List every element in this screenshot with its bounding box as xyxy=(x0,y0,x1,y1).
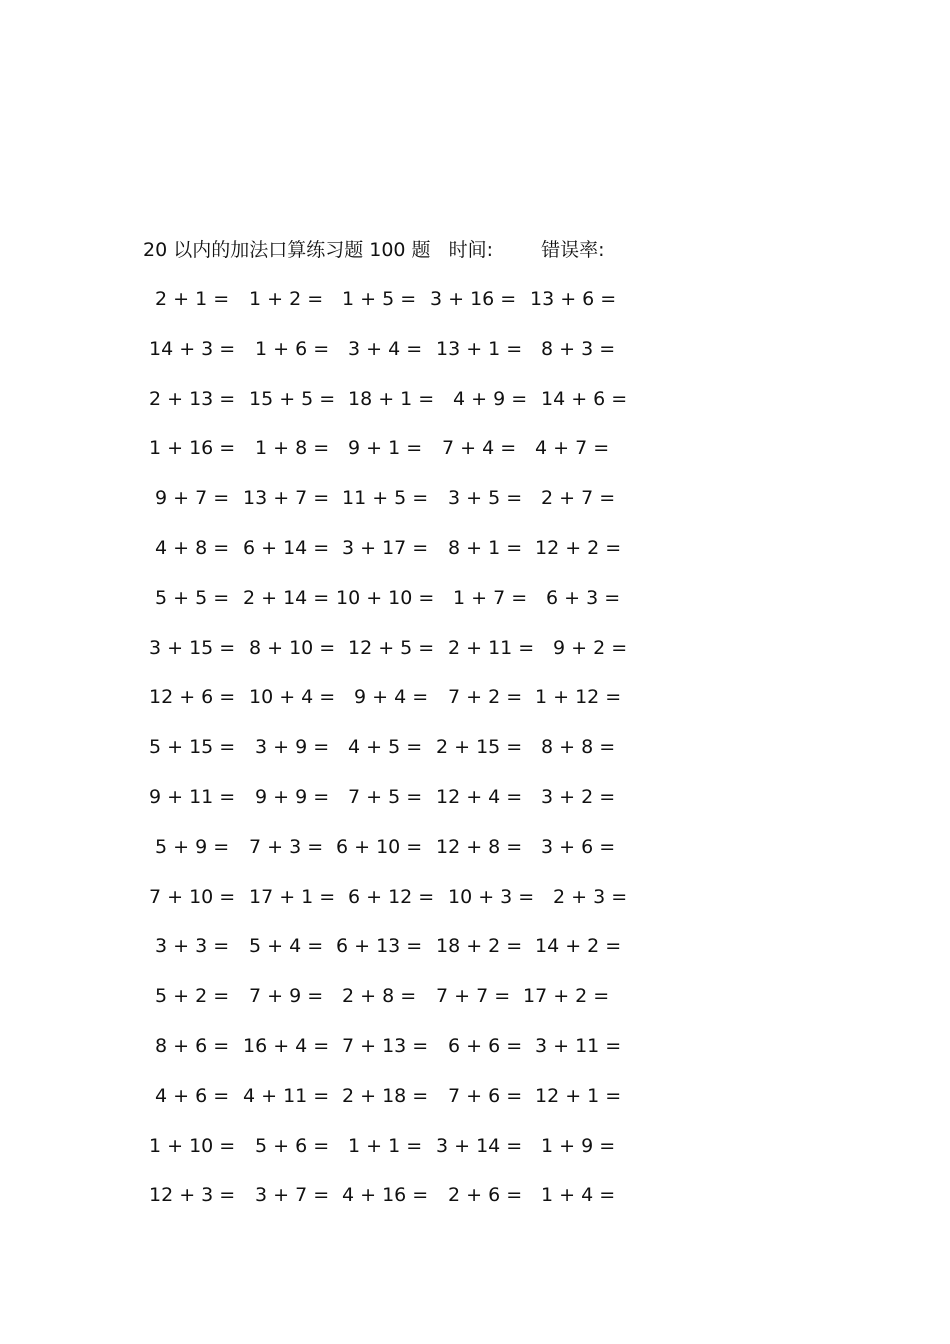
addition-problem: 5 + 4 = xyxy=(249,935,324,958)
addition-problem: 6 + 13 = xyxy=(336,935,423,958)
addition-problem: 4 + 9 = xyxy=(453,387,528,410)
addition-problem: 18 + 1 = xyxy=(348,387,435,410)
problem-row xyxy=(143,832,633,882)
addition-problem: 7 + 7 = xyxy=(436,985,511,1008)
problem-row xyxy=(143,682,633,732)
addition-problem: 3 + 11 = xyxy=(535,1034,622,1057)
addition-problem: 7 + 6 = xyxy=(448,1084,523,1107)
addition-problem: 6 + 14 = xyxy=(243,536,330,559)
addition-problem: 12 + 8 = xyxy=(436,835,523,858)
addition-problem: 14 + 2 = xyxy=(535,935,622,958)
problem-row xyxy=(143,384,633,434)
addition-problem: 3 + 2 = xyxy=(541,785,616,808)
addition-problem: 3 + 5 = xyxy=(448,487,523,510)
addition-problem: 8 + 3 = xyxy=(541,337,616,360)
addition-problem: 1 + 6 = xyxy=(255,337,330,360)
problem-row xyxy=(143,334,633,384)
problem-row xyxy=(143,981,633,1031)
addition-problem: 17 + 1 = xyxy=(249,885,336,908)
addition-problem: 7 + 4 = xyxy=(442,437,517,460)
addition-problem: 17 + 2 = xyxy=(523,985,610,1008)
addition-problem: 13 + 6 = xyxy=(530,288,617,310)
problem-row xyxy=(143,433,633,483)
addition-problem: 4 + 7 = xyxy=(535,437,610,460)
addition-problem: 2 + 14 = xyxy=(243,586,330,609)
addition-problem: 3 + 16 = xyxy=(430,288,517,310)
addition-problem: 3 + 7 = xyxy=(255,1184,330,1207)
addition-problem: 2 + 7 = xyxy=(541,487,616,510)
addition-problem: 8 + 8 = xyxy=(541,736,616,759)
addition-problem: 16 + 4 = xyxy=(243,1034,330,1057)
addition-problem: 1 + 8 = xyxy=(255,437,330,460)
addition-problem: 1 + 5 = xyxy=(342,288,417,310)
addition-problem: 5 + 6 = xyxy=(255,1134,330,1157)
addition-problem: 2 + 3 = xyxy=(553,885,628,908)
addition-problem: 9 + 9 = xyxy=(255,785,330,808)
addition-problem: 12 + 1 = xyxy=(535,1084,622,1107)
worksheet-header xyxy=(143,236,604,264)
worksheet-title: 20 以内的加法口算练习题 100 题 xyxy=(143,239,431,261)
problem-row xyxy=(143,732,633,782)
addition-problem: 7 + 2 = xyxy=(448,686,523,709)
time-label: 时间: xyxy=(448,239,494,261)
addition-problem: 4 + 6 = xyxy=(155,1084,230,1107)
addition-problem: 1 + 7 = xyxy=(453,586,528,609)
problem-row xyxy=(143,533,633,583)
addition-problem: 5 + 5 = xyxy=(155,586,230,609)
addition-problem: 5 + 2 = xyxy=(155,985,230,1008)
addition-problem: 14 + 6 = xyxy=(541,387,628,410)
addition-problem: 2 + 1 = xyxy=(155,288,230,310)
error-rate-label: 错误率: xyxy=(541,239,605,261)
addition-problem: 9 + 1 = xyxy=(348,437,423,460)
addition-problem: 6 + 10 = xyxy=(336,835,423,858)
addition-problem: 4 + 5 = xyxy=(348,736,423,759)
addition-problem: 3 + 14 = xyxy=(436,1134,523,1157)
addition-problem: 9 + 2 = xyxy=(553,636,628,659)
addition-problem: 13 + 7 = xyxy=(243,487,330,510)
addition-problem: 1 + 1 = xyxy=(348,1134,423,1157)
problem-grid xyxy=(143,284,633,1230)
addition-problem: 12 + 2 = xyxy=(535,536,622,559)
addition-problem: 14 + 3 = xyxy=(149,337,236,360)
addition-problem: 12 + 3 = xyxy=(149,1184,236,1207)
addition-problem: 2 + 13 = xyxy=(149,387,236,410)
addition-problem: 2 + 8 = xyxy=(342,985,417,1008)
addition-problem: 1 + 16 = xyxy=(149,437,236,460)
problem-row xyxy=(143,1031,633,1081)
addition-problem: 9 + 11 = xyxy=(149,785,236,808)
addition-problem: 8 + 1 = xyxy=(448,536,523,559)
addition-problem: 1 + 4 = xyxy=(541,1184,616,1207)
problem-row xyxy=(143,633,633,683)
problem-row xyxy=(143,882,633,932)
addition-problem: 7 + 3 = xyxy=(249,835,324,858)
addition-problem: 2 + 6 = xyxy=(448,1184,523,1207)
addition-problem: 13 + 1 = xyxy=(436,337,523,360)
problem-row xyxy=(143,1081,633,1131)
addition-problem: 15 + 5 = xyxy=(249,387,336,410)
addition-problem: 4 + 8 = xyxy=(155,536,230,559)
addition-problem: 2 + 11 = xyxy=(448,636,535,659)
problem-row xyxy=(143,1131,633,1181)
addition-problem: 9 + 4 = xyxy=(354,686,429,709)
addition-problem: 10 + 3 = xyxy=(448,885,535,908)
problem-row xyxy=(143,931,633,981)
addition-problem: 6 + 3 = xyxy=(546,586,621,609)
addition-problem: 1 + 12 = xyxy=(535,686,622,709)
problem-row xyxy=(143,583,633,633)
problem-row xyxy=(143,1180,633,1230)
addition-problem: 7 + 13 = xyxy=(342,1034,429,1057)
addition-problem: 5 + 15 = xyxy=(149,736,236,759)
addition-problem: 11 + 5 = xyxy=(342,487,429,510)
addition-problem: 3 + 4 = xyxy=(348,337,423,360)
addition-problem: 7 + 5 = xyxy=(348,785,423,808)
addition-problem: 12 + 5 = xyxy=(348,636,435,659)
addition-problem: 2 + 18 = xyxy=(342,1084,429,1107)
addition-problem: 12 + 6 = xyxy=(149,686,236,709)
addition-problem: 7 + 9 = xyxy=(249,985,324,1008)
addition-problem: 3 + 17 = xyxy=(342,536,429,559)
addition-problem: 3 + 15 = xyxy=(149,636,236,659)
problem-row xyxy=(143,782,633,832)
addition-problem: 4 + 16 = xyxy=(342,1184,429,1207)
addition-problem: 1 + 9 = xyxy=(541,1134,616,1157)
addition-problem: 10 + 4 = xyxy=(249,686,336,709)
addition-problem: 9 + 7 = xyxy=(155,487,230,510)
addition-problem: 10 + 10 = xyxy=(336,586,435,609)
addition-problem: 6 + 12 = xyxy=(348,885,435,908)
addition-problem: 8 + 6 = xyxy=(155,1034,230,1057)
addition-problem: 2 + 15 = xyxy=(436,736,523,759)
addition-problem: 4 + 11 = xyxy=(243,1084,330,1107)
addition-problem: 8 + 10 = xyxy=(249,636,336,659)
addition-problem: 7 + 10 = xyxy=(149,885,236,908)
addition-problem: 6 + 6 = xyxy=(448,1034,523,1057)
addition-problem: 1 + 2 = xyxy=(249,288,324,310)
addition-problem: 18 + 2 = xyxy=(436,935,523,958)
addition-problem: 3 + 6 = xyxy=(541,835,616,858)
addition-problem: 1 + 10 = xyxy=(149,1134,236,1157)
addition-problem: 3 + 3 = xyxy=(155,935,230,958)
addition-problem: 12 + 4 = xyxy=(436,785,523,808)
addition-problem: 3 + 9 = xyxy=(255,736,330,759)
problem-row xyxy=(143,284,633,334)
addition-problem: 5 + 9 = xyxy=(155,835,230,858)
problem-row xyxy=(143,483,633,533)
